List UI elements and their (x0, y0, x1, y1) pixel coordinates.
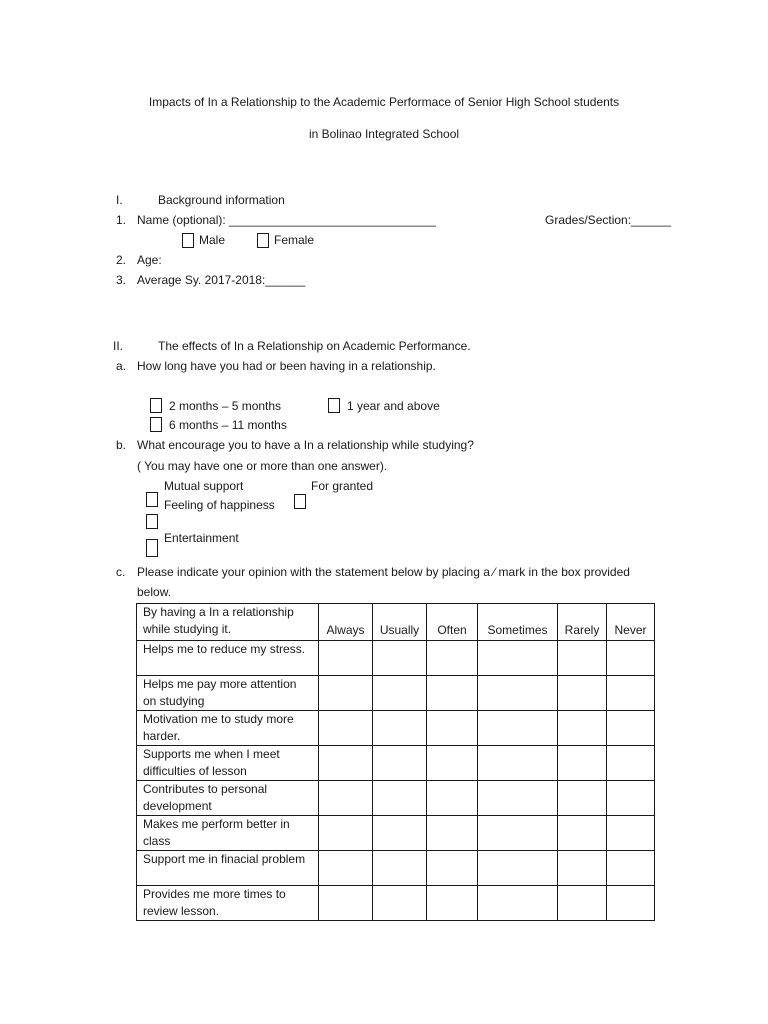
table-row (137, 711, 655, 746)
rating-cell-always[interactable] (319, 676, 373, 711)
rating-cell-sometimes[interactable] (478, 711, 558, 746)
rating-cell-never[interactable] (607, 641, 655, 676)
rating-cell-sometimes[interactable] (478, 746, 558, 781)
question-b-label: b. (116, 438, 127, 452)
option-happiness-checkbox[interactable] (146, 514, 158, 529)
rating-cell-rarely[interactable] (558, 676, 607, 711)
rating-cell-rarely[interactable] (558, 851, 607, 886)
rating-cell-always[interactable] (319, 781, 373, 816)
option-1-year-label: 1 year and above (347, 399, 440, 413)
rating-cell-never[interactable] (607, 781, 655, 816)
rating-cell-often[interactable] (427, 886, 478, 921)
rating-cell-never[interactable] (607, 816, 655, 851)
question-b-note: ( You may have one or more than one answer). (137, 459, 388, 473)
rating-cell-often[interactable] (427, 781, 478, 816)
rating-cell-usually[interactable] (373, 676, 427, 711)
rating-cell-sometimes[interactable] (478, 886, 558, 921)
rating-cell-usually[interactable] (373, 816, 427, 851)
rating-cell-never[interactable] (607, 851, 655, 886)
question-b-text: What encourage you to have a In a relationship while studying? (137, 438, 474, 452)
section-1-heading: Background information (158, 193, 285, 207)
header-statement: By having a In a relationship while studying it. (137, 604, 319, 641)
rating-cell-usually[interactable] (373, 746, 427, 781)
female-checkbox[interactable] (257, 233, 269, 248)
row-statement: Contributes to personal development (137, 781, 319, 816)
rating-cell-often[interactable] (427, 711, 478, 746)
rating-cell-usually[interactable] (373, 711, 427, 746)
section-1-number: I. (116, 193, 123, 207)
rating-cell-often[interactable] (427, 851, 478, 886)
row-statement: Helps me to reduce my stress. (137, 641, 319, 676)
option-entertainment-label: Entertainment (164, 531, 239, 545)
age-field-label: Age: (137, 253, 162, 267)
option-for-granted-checkbox[interactable] (294, 494, 306, 509)
item-3-number: 3. (116, 273, 127, 287)
rating-cell-rarely[interactable] (558, 816, 607, 851)
rating-cell-always[interactable] (319, 886, 373, 921)
rating-cell-sometimes[interactable] (478, 851, 558, 886)
rating-cell-usually[interactable] (373, 641, 427, 676)
option-entertainment-checkbox[interactable] (146, 539, 158, 557)
option-6-11-months-checkbox[interactable] (150, 417, 162, 432)
rating-cell-always[interactable] (319, 711, 373, 746)
question-c-text: Please indicate your opinion with the statement below by placing a ⁄ mark in the box provided (137, 565, 630, 579)
rating-cell-often[interactable] (427, 746, 478, 781)
table-header-row (137, 604, 655, 641)
option-6-11-months-label: 6 months – 11 months (169, 418, 287, 432)
row-statement: Support me in finacial problem (137, 851, 319, 886)
male-label: Male (199, 233, 226, 247)
question-c-text-continued: below. (137, 585, 172, 599)
rating-cell-often[interactable] (427, 676, 478, 711)
rating-cell-rarely[interactable] (558, 886, 607, 921)
rating-cell-always[interactable] (319, 851, 373, 886)
rating-cell-sometimes[interactable] (478, 816, 558, 851)
rating-table (136, 603, 655, 921)
section-2-number: II. (113, 339, 124, 353)
row-statement: Supports me when I meet difficulties of lesson (137, 746, 319, 781)
option-2-5-months-label: 2 months – 5 months (169, 399, 282, 413)
option-happiness-label: Feeling of happiness (164, 498, 275, 512)
question-a-text: How long have you had or been having in a relationship. (137, 359, 436, 373)
question-c-label: c. (116, 565, 126, 579)
option-mutual-support-label: Mutual support (164, 479, 244, 493)
average-field-label: Average Sy. 2017-2018:______ (137, 273, 306, 287)
rating-cell-always[interactable] (319, 641, 373, 676)
rating-cell-rarely[interactable] (558, 641, 607, 676)
rating-cell-always[interactable] (319, 746, 373, 781)
name-field-label: Name (optional): _______________________________ (137, 213, 436, 227)
table-row (137, 816, 655, 851)
document-subtitle: in Bolinao Integrated School (308, 127, 460, 141)
rating-cell-never[interactable] (607, 676, 655, 711)
option-1-year-checkbox[interactable] (328, 398, 340, 413)
rating-cell-never[interactable] (607, 746, 655, 781)
row-statement: Motivation me to study more harder. (137, 711, 319, 746)
table-row (137, 676, 655, 711)
rating-cell-usually[interactable] (373, 851, 427, 886)
rating-cell-never[interactable] (607, 711, 655, 746)
header-always: Always (319, 604, 373, 641)
header-never: Never (607, 604, 655, 641)
rating-cell-rarely[interactable] (558, 711, 607, 746)
table-row (137, 781, 655, 816)
rating-cell-often[interactable] (427, 641, 478, 676)
table-row (137, 641, 655, 676)
rating-cell-sometimes[interactable] (478, 781, 558, 816)
table-row (137, 746, 655, 781)
header-sometimes: Sometimes (478, 604, 558, 641)
option-mutual-support-checkbox[interactable] (146, 492, 158, 507)
header-often: Often (427, 604, 478, 641)
section-2-heading: The effects of In a Relationship on Academic Performance. (158, 339, 471, 353)
grades-section-field: Grades/Section:______ (545, 213, 672, 227)
option-for-granted-label: For granted (311, 479, 374, 493)
question-a-label: a. (116, 359, 127, 373)
rating-cell-rarely[interactable] (558, 746, 607, 781)
rating-cell-usually[interactable] (373, 781, 427, 816)
female-label: Female (274, 233, 315, 247)
row-statement: Provides me more times to review lesson. (137, 886, 319, 921)
rating-cell-never[interactable] (607, 886, 655, 921)
rating-cell-rarely[interactable] (558, 781, 607, 816)
item-2-number: 2. (116, 253, 127, 267)
table-row (137, 851, 655, 886)
row-statement: Helps me pay more attention on studying (137, 676, 319, 711)
table-row (137, 886, 655, 921)
header-usually: Usually (373, 604, 427, 641)
item-1-number: 1. (116, 213, 127, 227)
document-title: Impacts of In a Relationship to the Academic Performace of Senior High School students (148, 95, 620, 109)
rating-cell-always[interactable] (319, 816, 373, 851)
rating-cell-usually[interactable] (373, 886, 427, 921)
male-checkbox[interactable] (182, 233, 194, 248)
rating-cell-sometimes[interactable] (478, 641, 558, 676)
rating-cell-often[interactable] (427, 816, 478, 851)
option-2-5-months-checkbox[interactable] (150, 398, 162, 413)
rating-cell-sometimes[interactable] (478, 676, 558, 711)
row-statement: Makes me perform better in class (137, 816, 319, 851)
header-rarely: Rarely (558, 604, 607, 641)
